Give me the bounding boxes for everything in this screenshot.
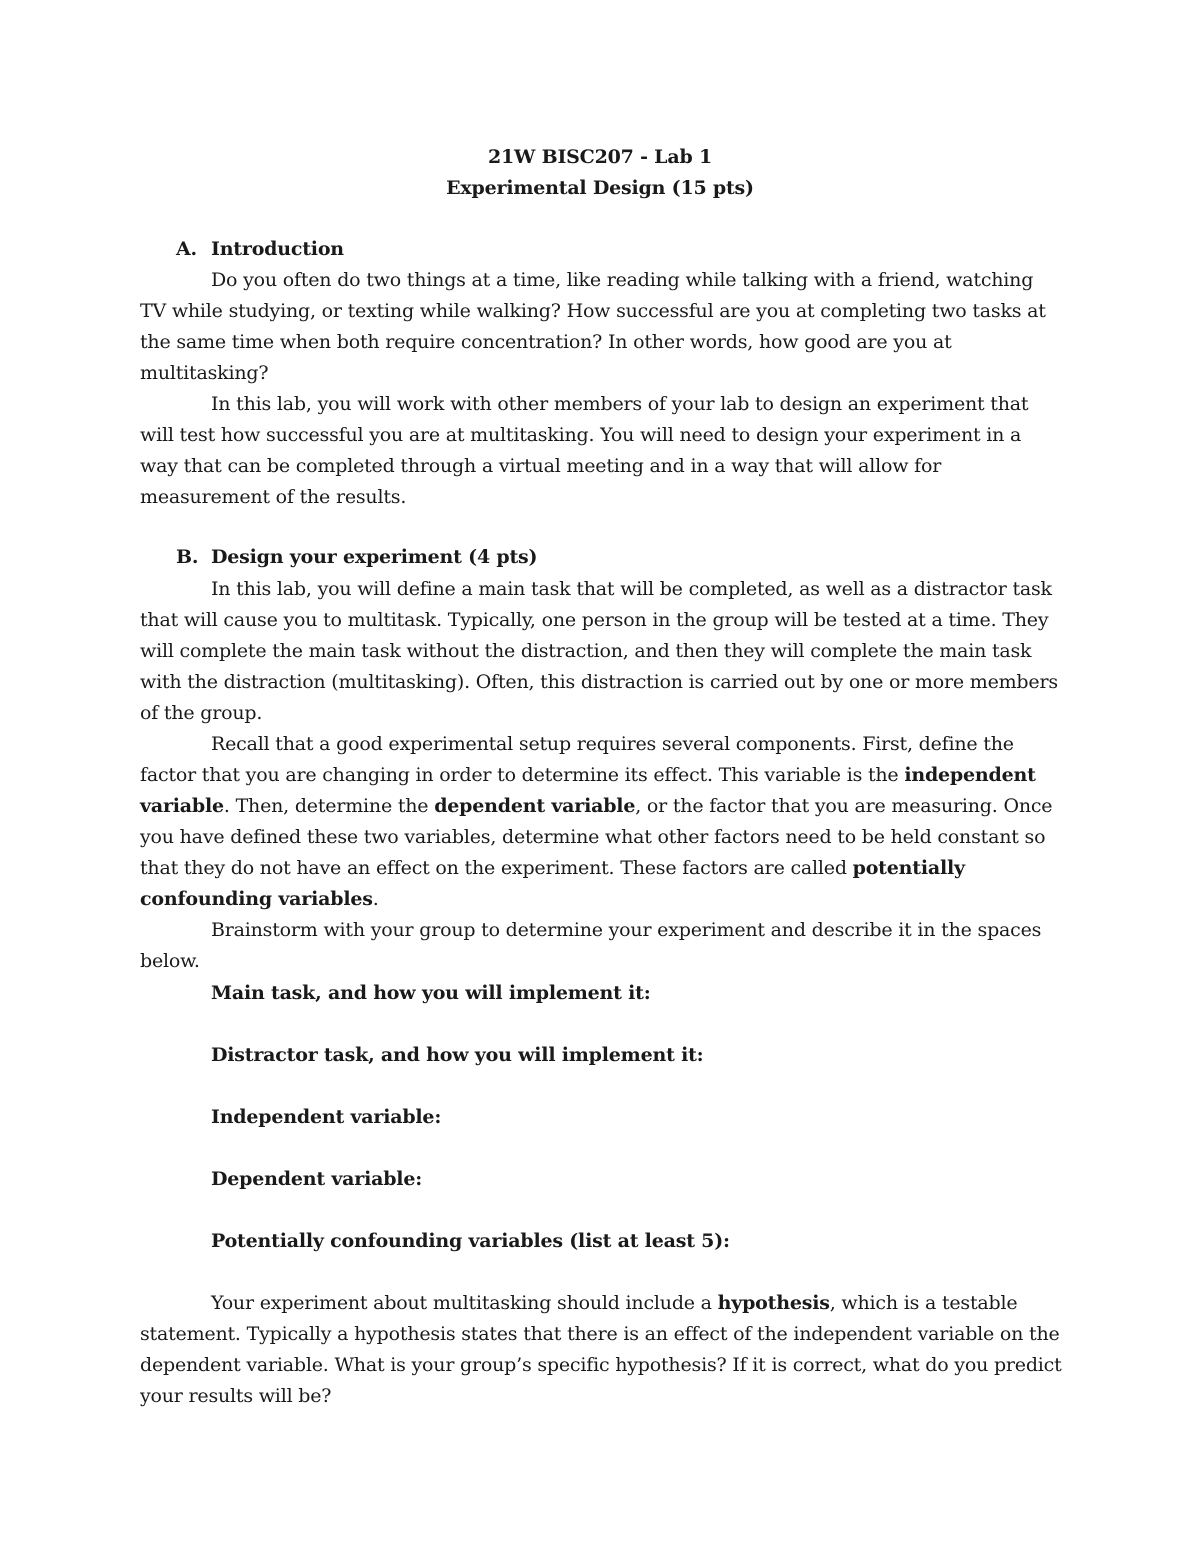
prompt-distractor-task: Distractor task, and how you will implement it: — [211, 1044, 704, 1066]
design-line-9: you have defined these two variables, determine what other factors need to be held constant so — [140, 826, 1046, 848]
prompt-dependent-variable: Dependent variable: — [211, 1168, 423, 1190]
document-subtitle: Experimental Design (15 pts) — [446, 177, 754, 199]
intro-line-4: multitasking? — [140, 362, 269, 384]
intro-line-1: Do you often do two things at a time, like reading while talking with a friend, watching — [211, 269, 1034, 291]
hypothesis-line-2: statement. Typically a hypothesis states that there is an effect of the independent variable on the — [140, 1323, 1060, 1345]
prompt-independent-variable: Independent variable: — [211, 1106, 442, 1128]
hypothesis-line-3: dependent variable. What is your group’s specific hypothesis? If it is correct, what do you predict — [140, 1354, 1062, 1376]
design-line-13: below. — [140, 950, 200, 972]
document-title: 21W BISC207 - Lab 1 — [488, 146, 712, 168]
intro-line-3: the same time when both require concentration? In other words, how good are you at — [140, 331, 952, 353]
prompt-confounding-variables: Potentially confounding variables (list at least 5): — [211, 1230, 730, 1252]
section-b-heading: Design your experiment (4 pts) — [211, 546, 538, 568]
section-a-heading: Introduction — [211, 238, 344, 260]
intro-line-6: will test how successful you are at multitasking. You will need to design your experiment in a — [140, 424, 1022, 446]
design-line-8: variable. Then, determine the dependent variable, or the factor that you are measuring. Once — [140, 795, 1053, 817]
intro-line-2: TV while studying, or texting while walking? How successful are you at completing two tasks at — [140, 300, 1046, 322]
design-line-6: Recall that a good experimental setup requires several components. First, define the — [211, 733, 1014, 755]
intro-line-5: In this lab, you will work with other members of your lab to design an experiment that — [211, 393, 1029, 415]
hypothesis-line-4: your results will be? — [140, 1385, 332, 1407]
section-b-marker: B. — [176, 546, 199, 568]
design-line-3: will complete the main task without the distraction, and then they will complete the main task — [140, 640, 1032, 662]
design-line-1: In this lab, you will define a main task that will be completed, as well as a distractor task — [211, 578, 1052, 600]
design-line-5: of the group. — [140, 702, 263, 724]
design-line-7: factor that you are changing in order to determine its effect. This variable is the independent — [140, 764, 1036, 786]
intro-line-8: measurement of the results. — [140, 486, 407, 508]
design-line-10: that they do not have an effect on the experiment. These factors are called potentially — [140, 857, 965, 879]
intro-line-7: way that can be completed through a virtual meeting and in a way that will allow for — [140, 455, 942, 477]
design-line-12: Brainstorm with your group to determine your experiment and describe it in the spaces — [211, 919, 1042, 941]
design-line-2: that will cause you to multitask. Typically, one person in the group will be tested at a time. They — [140, 609, 1049, 631]
design-line-11: confounding variables. — [140, 888, 379, 910]
section-a-marker: A. — [176, 238, 197, 260]
hypothesis-line-1: Your experiment about multitasking should include a hypothesis, which is a testable — [211, 1292, 1018, 1314]
prompt-main-task: Main task, and how you will implement it: — [211, 982, 651, 1004]
design-line-4: with the distraction (multitasking). Often, this distraction is carried out by one or more members — [140, 671, 1058, 693]
